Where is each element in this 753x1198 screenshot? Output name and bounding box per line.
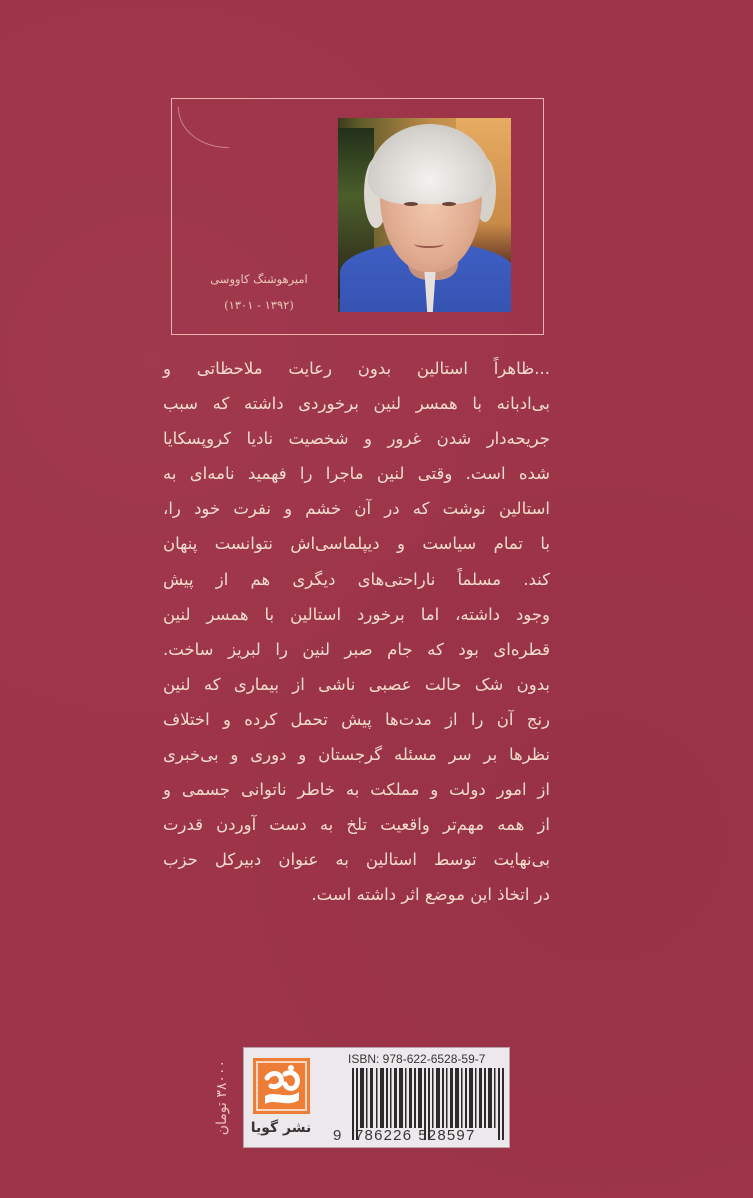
blurb-line: بدون شک حالت عصبی ناشی از بیماری که لنین [163, 674, 550, 694]
blurb-line: استالین نوشت که در آن خشم و نفرت خود را، [163, 499, 550, 519]
blurb-line: در اتخاذ این موضع اثر داشته است. [311, 885, 550, 905]
barcode-digits [333, 1127, 509, 1144]
blurb-line: با تمام سیاست و دیپلماسی‌اش نتوانست پنهان [163, 534, 550, 554]
blurb-line: ...ظاهراً استالین بدون رعایت ملاحظاتی و [163, 359, 550, 378]
author-dates: (۱۳۹۲ - ۱۳۰۱) [224, 298, 294, 312]
blurb-line: وجود داشته، اما برخورد استالین با همسر لنین [163, 604, 550, 624]
blurb-line: کند. مسلماً ناراحتی‌های دیگری هم از پیش [163, 569, 550, 589]
blurb-line: رنج آن را از مدت‌ها پیش تحمل کرده و اختلاف [163, 709, 550, 729]
barcode-group-2: 528597 [418, 1127, 476, 1144]
blurb-line: نظرها بر سر مسئله گرجستان و دوری و بی‌خبری [163, 745, 550, 765]
barcode-group-1: 786226 [355, 1127, 413, 1144]
blurb-line: شده است. وقتی لنین ماجرا را فهمید نامه‌ای به [163, 464, 550, 484]
barcode-first-digit: 9 [333, 1127, 343, 1144]
blurb-line: از همه مهم‌تر واقعیت تلخ به دست آوردن قدرت [163, 815, 550, 835]
author-name: امیرهوشنگ کاووسی [210, 272, 308, 286]
blurb-line: بی‌نهایت توسط استالین به عنوان دبیرکل حزب [163, 850, 550, 870]
blurb-line: از امور دولت و مملکت به خاطر ناتوانی جسمی و [163, 780, 550, 800]
price-label: ۳۸۰۰۰ تومان [214, 1060, 230, 1136]
blurb-text [163, 351, 550, 913]
publisher-logo-icon [253, 1058, 310, 1114]
barcode-sticker [243, 1047, 510, 1148]
author-photo [338, 118, 511, 312]
publisher-name: نشر گویا [250, 1120, 312, 1136]
isbn-number: ISBN: 978-622-6528-59-7 [348, 1052, 486, 1066]
blurb-line: بی‌ادبانه با همسر لنین برخوردی داشته که سبب [163, 394, 550, 414]
decorative-curve [178, 107, 229, 148]
blurb-line: جریحه‌دار شدن غرور و شخصیت نادیا کروپسکایا [163, 429, 550, 449]
blurb-line: قطره‌ای بود که جام صبر لنین را لبریز ساخت. [163, 639, 550, 659]
logo-glyph-icon [253, 1058, 310, 1114]
